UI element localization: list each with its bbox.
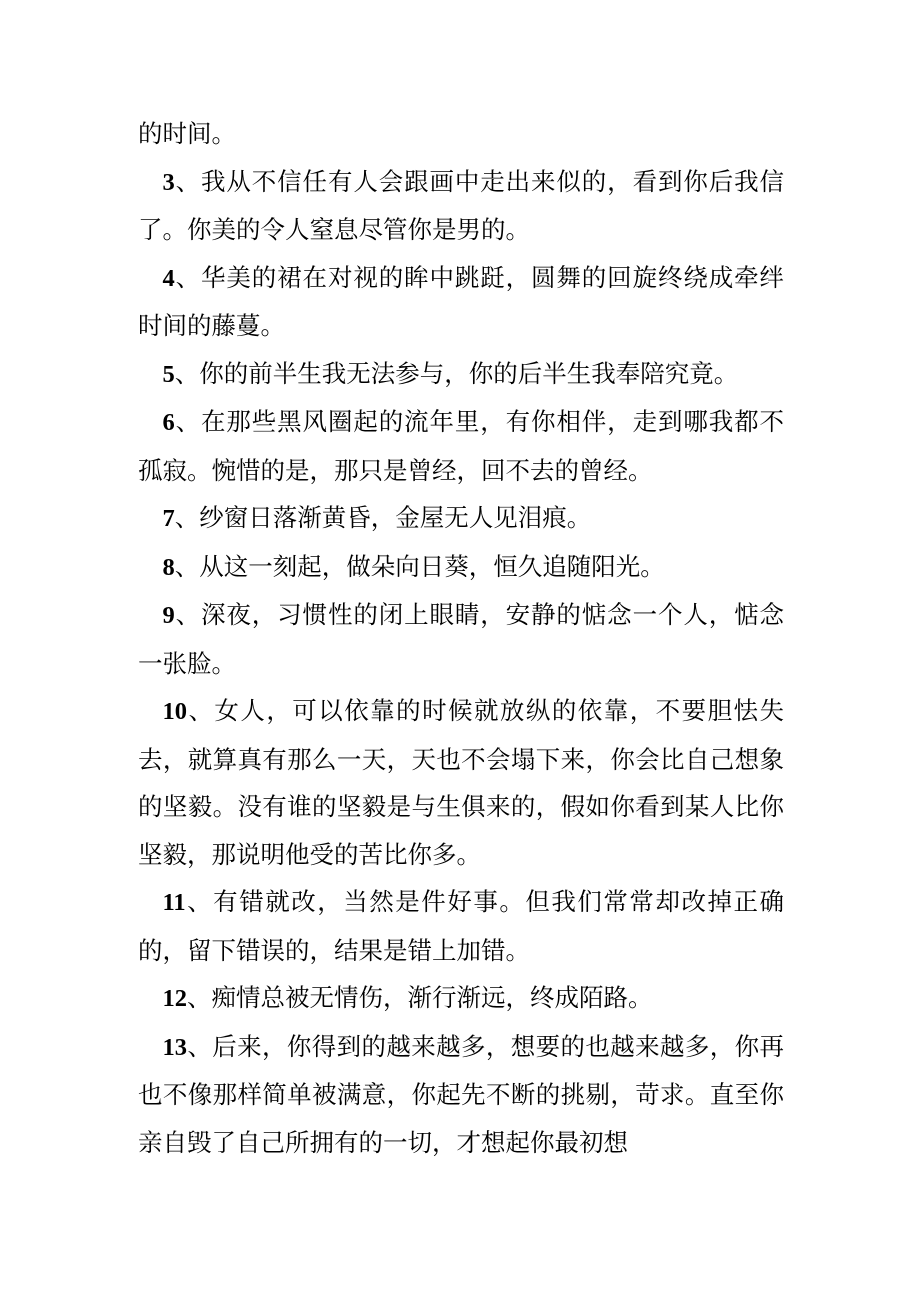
item-number: 13 xyxy=(162,1033,187,1061)
item-number: 10 xyxy=(162,698,187,725)
item-text: 、从这一刻起，做朵向日葵，恒久追随阳光。 xyxy=(174,551,665,581)
item-text: 、深夜，习惯性的闭上眼睛，安静的惦念一个人，惦念一张脸。 xyxy=(138,600,784,678)
list-item xyxy=(138,974,784,1023)
item-text: 、华美的裙在对视的眸中跳跹，圆舞的回旋终绕成牵绊时间的藤蔓。 xyxy=(138,262,784,340)
paragraph-continuation xyxy=(138,110,784,158)
item-number: 12 xyxy=(162,985,187,1012)
list-item xyxy=(138,158,784,254)
item-text: 、在那些黑风圈起的流年里，有你相伴，走到哪我都不孤寂。惋惜的是，那只是曾经，回不去的曾经。 xyxy=(138,407,784,485)
list-item xyxy=(138,1023,784,1167)
item-text: 、纱窗日落渐黄昏，金屋无人见泪痕。 xyxy=(174,503,592,532)
item-number: 8 xyxy=(162,553,175,581)
item-number: 6 xyxy=(162,409,175,436)
item-number: 11 xyxy=(162,889,186,916)
list-item xyxy=(138,591,784,687)
list-item xyxy=(138,494,784,543)
list-item xyxy=(138,878,784,974)
item-text: 、你的前半生我无法参与，你的后半生我奉陪究竟。 xyxy=(174,358,739,388)
list-item xyxy=(138,543,784,592)
list-item xyxy=(138,687,784,878)
item-number: 4 xyxy=(162,264,175,292)
item-number: 3 xyxy=(162,168,175,196)
item-text: 、后来，你得到的越来越多，想要的也越来越多，你再也不像那样简单被满意，你起先不断的挑剔，苛求。直至你亲自毁了自己所拥有的一切，才想起你最初想 xyxy=(138,1031,784,1157)
list-item xyxy=(138,398,784,494)
paragraph-text: 的时间。 xyxy=(138,119,236,148)
item-number: 9 xyxy=(162,602,175,629)
item-number: 7 xyxy=(162,505,175,532)
list-item xyxy=(138,254,784,350)
item-text: 、痴情总被无情伤，渐行渐远，终成陌路。 xyxy=(187,983,653,1012)
item-text: 、有错就改，当然是件好事。但我们常常却改掉正确的，留下错误的，结果是错上加错。 xyxy=(138,887,784,965)
document-body xyxy=(138,110,784,1166)
item-text: 、女人，可以依靠的时候就放纵的依靠，不要胆怯失去，就算真有那么一天，天也不会塌下来，你会比自己想象的坚毅。没有谁的坚毅是与生俱来的，假如你看到某人比你坚毅，那说明他受的苦比你多。 xyxy=(138,696,784,869)
list-item xyxy=(138,350,784,399)
item-text: 、我从不信任有人会跟画中走出来似的，看到你后我信了。你美的令人窒息尽管你是男的。 xyxy=(138,166,784,244)
item-number: 5 xyxy=(162,360,175,388)
